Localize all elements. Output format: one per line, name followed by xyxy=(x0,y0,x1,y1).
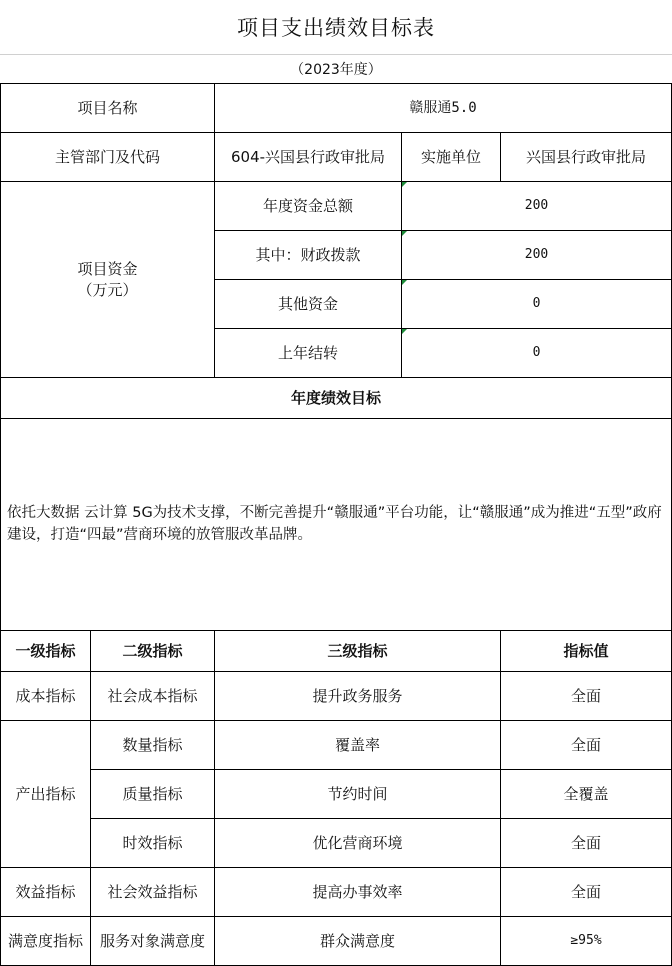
dept-label: 主管部门及代码 xyxy=(1,133,215,182)
cell-marker xyxy=(402,280,407,285)
fund-label: 其他资金 xyxy=(215,280,402,329)
level1-cell: 满意度指标 xyxy=(1,917,91,966)
fund-label: 其中：财政拨款 xyxy=(215,231,402,280)
indicator-value: 全面 xyxy=(501,721,672,770)
level2-cell: 质量指标 xyxy=(91,770,215,819)
indicator-value: 全面 xyxy=(501,672,672,721)
level2-cell: 社会成本指标 xyxy=(91,672,215,721)
fund-value: 0 xyxy=(402,280,672,329)
header-value: 指标值 xyxy=(501,631,672,672)
project-name-label: 项目名称 xyxy=(1,84,215,133)
header-level1: 一级指标 xyxy=(1,631,91,672)
cell-marker xyxy=(402,182,407,187)
indicator-value: ≥95% xyxy=(501,917,672,966)
level3-cell: 节约时间 xyxy=(215,770,501,819)
cell-marker xyxy=(402,329,407,334)
level2-cell: 数量指标 xyxy=(91,721,215,770)
level2-cell: 时效指标 xyxy=(91,819,215,868)
level1-cell: 效益指标 xyxy=(1,868,91,917)
impl-label: 实施单位 xyxy=(402,133,501,182)
page-title: 项目支出绩效目标表 xyxy=(0,0,672,55)
level3-cell: 群众满意度 xyxy=(215,917,501,966)
fund-value: 200 xyxy=(402,182,672,231)
level1-cell: 成本指标 xyxy=(1,672,91,721)
project-name-value: 赣服通5.0 xyxy=(215,84,672,133)
year-label: （2023年度） xyxy=(290,62,382,78)
fund-label: 年度资金总额 xyxy=(215,182,402,231)
performance-target-table xyxy=(0,83,672,966)
header-level2: 二级指标 xyxy=(91,631,215,672)
indicator-value: 全覆盖 xyxy=(501,770,672,819)
indicator-value: 全面 xyxy=(501,819,672,868)
goal-text: 依托大数据 云计算 5G为技术支撑，不断完善提升“赣服通”平台功能，让“赣服通”成为推进“五型”政府建设，打造“四最”营商环境的放管服改革品牌。 xyxy=(1,419,672,631)
level3-cell: 提高办事效率 xyxy=(215,868,501,917)
level2-cell: 社会效益指标 xyxy=(91,868,215,917)
level2-cell: 服务对象满意度 xyxy=(91,917,215,966)
level3-cell: 提升政务服务 xyxy=(215,672,501,721)
fund-label: 上年结转 xyxy=(215,329,402,378)
impl-value: 兴国县行政审批局 xyxy=(501,133,672,182)
indicator-value: 全面 xyxy=(501,868,672,917)
level3-cell: 覆盖率 xyxy=(215,721,501,770)
header-level3: 三级指标 xyxy=(215,631,501,672)
funds-label: 项目资金 （万元） xyxy=(1,182,215,378)
fund-value: 200 xyxy=(402,231,672,280)
goal-header: 年度绩效目标 xyxy=(1,378,672,419)
level3-cell: 优化营商环境 xyxy=(215,819,501,868)
fund-value: 0 xyxy=(402,329,672,378)
level1-cell: 产出指标 xyxy=(1,721,91,868)
cell-marker xyxy=(402,231,407,236)
dept-value: 604-兴国县行政审批局 xyxy=(215,133,402,182)
